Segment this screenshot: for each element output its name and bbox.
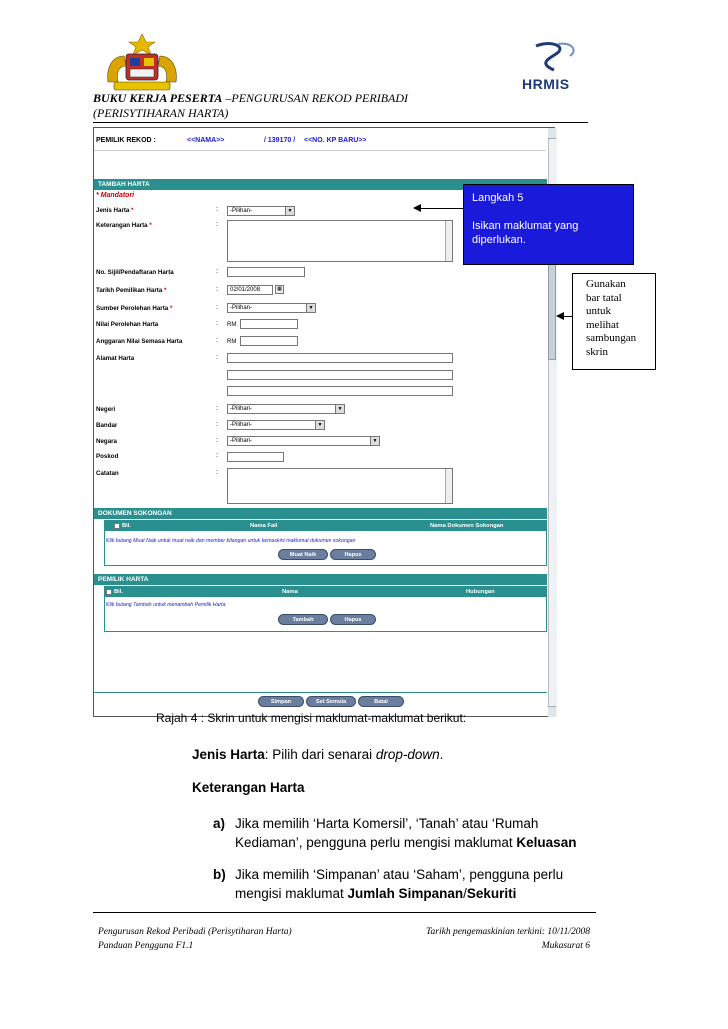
colon: : [216, 354, 218, 361]
scroll-note-line: melihat [586, 318, 619, 331]
colon: : [216, 452, 218, 459]
alamat-harta-input-1[interactable] [227, 353, 453, 363]
scroll-note-arrow [563, 316, 572, 317]
owner-kp: <<NO. KP BARU>> [304, 137, 367, 144]
chevron-down-icon: ▼ [370, 437, 379, 445]
negeri-select[interactable]: -Pilihan- ▼ [227, 404, 345, 414]
hrmis-logo-text: HRMIS [522, 76, 570, 92]
scroll-note-line: Gunakan [586, 278, 626, 290]
rm-prefix: RM [227, 339, 237, 345]
catatan-textarea[interactable] [227, 468, 453, 504]
owner-id: / 139170 / [264, 137, 296, 144]
set-semula-button[interactable]: Set Semula [306, 696, 356, 707]
item-a-marker: a) [213, 816, 226, 831]
label-nilai-perolehan: Nilai Perolehan Harta [96, 321, 159, 328]
coat-of-arms-logo [100, 32, 184, 94]
rm-prefix: RM [227, 322, 237, 328]
langkah-text: Isikan maklumat yang diperlukan. [472, 220, 579, 246]
mandatori-note: * Mandatori [96, 192, 135, 199]
colon: : [216, 286, 218, 293]
arrow-head-icon [413, 204, 421, 212]
label-catatan: Catatan [96, 470, 119, 477]
label-bandar: Bandar [96, 422, 118, 429]
calendar-icon[interactable]: ▦ [275, 285, 284, 294]
dokumen-table-header [104, 521, 547, 531]
colon: : [216, 268, 218, 275]
scroll-note-line: sambungan [586, 332, 637, 344]
chevron-down-icon: ▼ [285, 207, 294, 215]
anggaran-nilai-input[interactable] [240, 336, 298, 346]
arrow-head-icon [556, 312, 564, 320]
muat-naik-button[interactable]: Muat Naik [278, 549, 328, 560]
item-b-text: Jika memilih ‘Simpanan’ atau ‘Saham’, pengguna perlu mengisi maklumat Jumlah Simpanan/Sekuriti [235, 867, 564, 901]
chevron-down-icon: ▼ [306, 304, 315, 312]
form-footer-divider [94, 692, 547, 693]
hapus-pemilik-button[interactable]: Hapus [330, 614, 376, 625]
select-all-checkbox[interactable] [106, 589, 112, 595]
label-alamat-harta: Alamat Harta [96, 355, 135, 362]
tambah-button[interactable]: Tambah [278, 614, 328, 625]
nilai-perolehan-input[interactable] [240, 319, 298, 329]
label-negara: Negara [96, 438, 117, 445]
textarea-scrollbar[interactable] [445, 221, 452, 261]
footer-right [380, 925, 590, 953]
negara-select[interactable]: -Pilihan- ▼ [227, 436, 380, 446]
document-title-rest: –PENGURUSAN REKOD PERIBADI [222, 91, 409, 105]
hapus-dokumen-button[interactable]: Hapus [330, 549, 376, 560]
item-a-text: Jika memilih ‘Harta Komersil’, ‘Tanah’ atau ‘Rumah Kediaman’, pengguna perlu mengisi maklumat Keluasan [235, 816, 577, 850]
chevron-down-icon: ▼ [335, 405, 344, 413]
simpan-button[interactable]: Simpan [258, 696, 304, 707]
scroll-note-callout [572, 273, 656, 370]
batal-button[interactable]: Batal [358, 696, 404, 707]
section-title-dokumen-sokongan: DOKUMEN SOKONGAN [94, 508, 547, 519]
label-anggaran-nilai: Anggaran Nilai Semasa Harta [96, 338, 183, 345]
col-bil: Bil. [114, 589, 124, 595]
footer-left-line2: Panduan Pengguna F1.1 [98, 941, 194, 951]
footer-left [98, 925, 292, 953]
col-nama-dokumen: Nama Dokumen Sokongan [430, 523, 504, 529]
colon: : [216, 469, 218, 476]
tarikh-pemilikan-input[interactable]: 02/01/2008 [227, 285, 273, 295]
keterangan-harta-heading: Keterangan Harta [192, 780, 305, 795]
textarea-scrollbar[interactable] [445, 469, 452, 503]
bandar-select[interactable]: -Pilihan- ▼ [227, 420, 325, 430]
select-all-checkbox[interactable] [114, 523, 120, 529]
label-jenis-harta: Jenis Harta * [96, 207, 134, 214]
document-title-line2: (PERISYTIHARAN HARTA) [93, 106, 229, 120]
owner-name: <<NAMA>> [187, 137, 225, 144]
section-title-pemilik-harta: PEMILIK HARTA [94, 574, 547, 585]
label-poskod: Poskod [96, 453, 119, 460]
footer-right-line1: Tarikh pengemaskinian terkini: 10/11/2008 [426, 927, 590, 937]
pemilik-table-header [104, 587, 547, 597]
col-hubungan: Hubungan [466, 589, 495, 595]
label-no-sijil: No. Sijil/Pendaftaran Harta [96, 269, 174, 276]
langkah-arrow [420, 208, 463, 209]
owner-label: PEMILIK REKOD : [96, 137, 156, 144]
owner-bar [94, 134, 546, 151]
keterangan-harta-textarea[interactable] [227, 220, 453, 262]
colon: : [216, 304, 218, 311]
scroll-note-line: bar tatal [586, 291, 622, 304]
colon: : [216, 337, 218, 344]
langkah-callout [463, 184, 634, 265]
alamat-harta-input-3[interactable] [227, 386, 453, 396]
alamat-harta-input-2[interactable] [227, 370, 453, 380]
scroll-note-line: untuk [586, 305, 612, 317]
document-title-bold: BUKU KERJA PESERTA [93, 91, 223, 105]
label-negeri: Negeri [96, 406, 116, 413]
footer-left-line1: Pengurusan Rekod Peribadi (Perisytiharan Harta) [98, 927, 292, 937]
label-sumber-perolehan: Sumber Perolehan Harta * [96, 305, 173, 312]
langkah-title: Langkah 5 [472, 192, 524, 204]
colon: : [216, 421, 218, 428]
scroll-thumb[interactable] [548, 260, 556, 360]
col-nama-fail: Nama Fail [250, 523, 278, 529]
sumber-perolehan-select[interactable]: -Pilihan- ▼ [227, 303, 316, 313]
figure-caption: Rajah 4 : Skrin untuk mengisi maklumat-maklumat berikut: [156, 711, 467, 725]
label-tarikh-pemilikan: Tarikh Pemilikan Harta * [96, 287, 167, 294]
poskod-input[interactable] [227, 452, 284, 462]
colon: : [216, 320, 218, 327]
pemilik-hint: Klik butang Tambah untuk menambah Pemilik Harta [106, 602, 226, 608]
item-b-marker: b) [213, 867, 226, 882]
footer-divider [93, 912, 596, 913]
no-sijil-input[interactable] [227, 267, 305, 277]
scroll-note-line: skrin [586, 345, 608, 358]
colon: : [216, 221, 218, 228]
scroll-down-arrow[interactable] [548, 706, 556, 717]
section-title-tambah-harta: TAMBAH HARTA [94, 179, 547, 190]
dokumen-hint: Klik butang Muat Naik untuk muat naik dan member bilangan untuk kemaskini maklumat dokumen sokongan [106, 538, 356, 544]
jenis-harta-select[interactable]: -Pilihan- ▼ [227, 206, 295, 216]
hrmis-logo [520, 40, 592, 94]
jenis-harta-description: Jenis Harta: Pilih dari senarai drop-down. [192, 747, 444, 762]
colon: : [216, 405, 218, 412]
colon: : [216, 206, 218, 213]
label-keterangan-harta: Keterangan Harta * [96, 222, 152, 229]
document-title [93, 91, 408, 121]
colon: : [216, 437, 218, 444]
scroll-up-arrow[interactable] [548, 128, 556, 139]
chevron-down-icon: ▼ [315, 421, 324, 429]
col-nama: Nama [282, 589, 298, 595]
header-divider [93, 122, 588, 123]
col-bil: Bil. [122, 523, 132, 529]
footer-right-line2: Mukasurat 6 [541, 941, 590, 951]
